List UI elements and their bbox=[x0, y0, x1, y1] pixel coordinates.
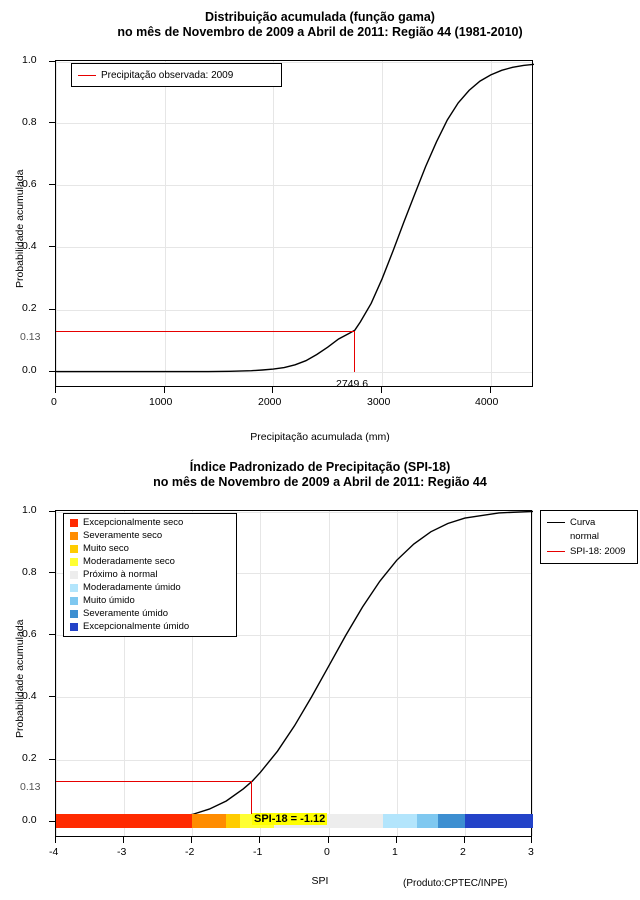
class-label: Muito úmido bbox=[83, 595, 135, 606]
ytick-mark bbox=[49, 184, 55, 185]
xtick-label: -4 bbox=[49, 846, 59, 858]
class-label: Excepcionalmente seco bbox=[83, 517, 184, 528]
xtick-mark bbox=[123, 837, 124, 843]
ytick-label: 0.0 bbox=[22, 364, 37, 376]
top-yaxis-label: Probabilidade acumulada bbox=[14, 169, 26, 288]
top-marker-vertical-line bbox=[354, 331, 355, 372]
bottom-chart-title bbox=[0, 450, 640, 490]
class-color-swatch bbox=[70, 623, 78, 631]
xtick-label: 0 bbox=[51, 396, 57, 408]
xtick-mark bbox=[164, 387, 165, 393]
top-gamma-curve bbox=[56, 61, 534, 388]
bottom-curve-legend bbox=[540, 510, 638, 564]
ytick-mark bbox=[49, 122, 55, 123]
bottom-chart-title-line1: Índice Padronizado de Precipitação (SPI-18) bbox=[189, 460, 451, 474]
xtick-mark bbox=[381, 387, 382, 393]
class-label: Moderadamente úmido bbox=[83, 582, 181, 593]
bottom-marker-horizontal-line bbox=[56, 781, 252, 782]
ytick-label: 0.2 bbox=[22, 752, 37, 764]
spi-class-legend bbox=[63, 513, 237, 637]
spi-class-legend-item bbox=[64, 516, 236, 529]
spi-class-legend-item bbox=[64, 581, 236, 594]
credit-label: (Produto:CPTEC/INPE) bbox=[403, 878, 508, 889]
spi-band-severamente-seco bbox=[192, 814, 226, 828]
xtick-label: -2 bbox=[185, 846, 195, 858]
class-color-swatch bbox=[70, 519, 78, 527]
bottom-plot-frame bbox=[55, 510, 532, 837]
xtick-label: -1 bbox=[253, 846, 263, 858]
xtick-mark bbox=[531, 837, 532, 843]
ytick-label: 0.8 bbox=[22, 566, 37, 578]
xtick-mark bbox=[272, 387, 273, 393]
ytick-label: 0.4 bbox=[22, 690, 37, 702]
spi-band-excepcionalmente-seco bbox=[56, 814, 192, 828]
top-marker-prob-label: 0.13 bbox=[20, 331, 41, 343]
xtick-mark bbox=[55, 387, 56, 393]
spi-class-legend-item bbox=[64, 568, 236, 581]
bottom-chart-panel bbox=[0, 450, 640, 900]
class-color-swatch bbox=[70, 558, 78, 566]
spi-class-legend-item bbox=[64, 594, 236, 607]
ytick-mark bbox=[49, 246, 55, 247]
spi-class-legend-item bbox=[64, 555, 236, 568]
ytick-label: 1.0 bbox=[22, 504, 37, 516]
xtick-mark bbox=[259, 837, 260, 843]
class-color-swatch bbox=[70, 610, 78, 618]
spi-class-legend-item bbox=[64, 607, 236, 620]
bottom-xaxis-label: SPI bbox=[311, 875, 329, 887]
curve-legend-label-2: normal bbox=[570, 531, 600, 542]
top-xaxis-label: Precipitação acumulada (mm) bbox=[250, 431, 390, 443]
xtick-label: 2 bbox=[460, 846, 466, 858]
class-color-swatch bbox=[70, 532, 78, 540]
xtick-label: 3 bbox=[528, 846, 534, 858]
xtick-mark bbox=[191, 837, 192, 843]
class-label: Severamente seco bbox=[83, 530, 163, 541]
top-chart-title-line2: no mês de Novembro de 2009 a Abril de 2011: Região 44 (1981-2010) bbox=[117, 25, 523, 39]
ytick-label: 0.4 bbox=[22, 240, 37, 252]
ytick-mark bbox=[49, 511, 55, 512]
spi-band-muito-umido bbox=[417, 814, 437, 828]
top-plot-frame bbox=[55, 60, 533, 387]
class-color-swatch bbox=[70, 545, 78, 553]
ytick-label: 0.0 bbox=[22, 814, 37, 826]
bottom-chart-title-line2: no mês de Novembro de 2009 a Abril de 2011: Região 44 bbox=[153, 475, 487, 489]
class-color-swatch bbox=[70, 584, 78, 592]
top-marker-horizontal-line bbox=[56, 331, 355, 332]
xtick-label: 1 bbox=[392, 846, 398, 858]
xtick-mark bbox=[55, 837, 56, 843]
ytick-label: 1.0 bbox=[22, 54, 37, 66]
xtick-label: -3 bbox=[117, 846, 127, 858]
class-label: Moderadamente seco bbox=[83, 556, 175, 567]
spi-band-moderadamente-umido bbox=[383, 814, 417, 828]
xtick-label: 1000 bbox=[149, 396, 173, 408]
spi-class-legend-item bbox=[64, 529, 236, 542]
top-marker-value-label: 2749.6 bbox=[336, 378, 369, 390]
ytick-mark bbox=[49, 371, 55, 372]
class-label: Severamente úmido bbox=[83, 608, 169, 619]
curve-legend-label: Curva bbox=[570, 517, 596, 528]
curve-legend-label: SPI-18: 2009 bbox=[570, 545, 626, 557]
xtick-label: 4000 bbox=[475, 396, 499, 408]
spi-class-legend-item bbox=[64, 620, 236, 633]
top-legend-item bbox=[72, 64, 281, 86]
class-label: Muito seco bbox=[83, 543, 129, 554]
xtick-mark bbox=[490, 387, 491, 393]
xtick-mark bbox=[396, 837, 397, 843]
ytick-label: 0.8 bbox=[22, 116, 37, 128]
curve-legend-item-spi bbox=[541, 543, 637, 559]
ytick-label: 0.6 bbox=[22, 178, 37, 190]
class-label: Próximo à normal bbox=[83, 569, 158, 580]
bottom-yaxis-label: Probabilidade acumulada bbox=[14, 619, 26, 738]
xtick-label: 0 bbox=[324, 846, 330, 858]
legend-line-icon bbox=[547, 551, 565, 552]
class-color-swatch bbox=[70, 571, 78, 579]
curve-legend-item-normal bbox=[541, 515, 637, 530]
spi-class-legend-item bbox=[64, 542, 236, 555]
xtick-mark bbox=[328, 837, 329, 843]
spi-value-tag: SPI-18 = -1.12 bbox=[254, 813, 326, 825]
top-legend bbox=[71, 63, 282, 87]
spi-band-excepcionalmente-umido bbox=[465, 814, 533, 828]
ytick-mark bbox=[49, 634, 55, 635]
legend-line-icon bbox=[78, 75, 96, 76]
top-legend-label: Precipitação observada: 2009 bbox=[101, 69, 234, 81]
spi-band-muito-seco bbox=[226, 814, 240, 828]
xtick-label: 2000 bbox=[258, 396, 282, 408]
ytick-label: 0.6 bbox=[22, 628, 37, 640]
ytick-mark bbox=[49, 309, 55, 310]
legend-line-icon bbox=[547, 522, 565, 523]
xtick-mark bbox=[464, 837, 465, 843]
top-chart-title bbox=[0, 0, 640, 40]
ytick-mark bbox=[49, 61, 55, 62]
ytick-mark bbox=[49, 572, 55, 573]
curve-legend-item-normal-line2 bbox=[541, 530, 637, 543]
bottom-marker-prob-label: 0.13 bbox=[20, 781, 41, 793]
ytick-label: 0.2 bbox=[22, 302, 37, 314]
class-label: Excepcionalmente úmido bbox=[83, 621, 190, 632]
ytick-mark bbox=[49, 696, 55, 697]
ytick-mark bbox=[49, 759, 55, 760]
spi-band-severamente-umido bbox=[438, 814, 465, 828]
ytick-mark bbox=[49, 821, 55, 822]
class-color-swatch bbox=[70, 597, 78, 605]
xtick-label: 3000 bbox=[367, 396, 391, 408]
top-chart-title-line1: Distribuição acumulada (função gama) bbox=[205, 10, 435, 24]
